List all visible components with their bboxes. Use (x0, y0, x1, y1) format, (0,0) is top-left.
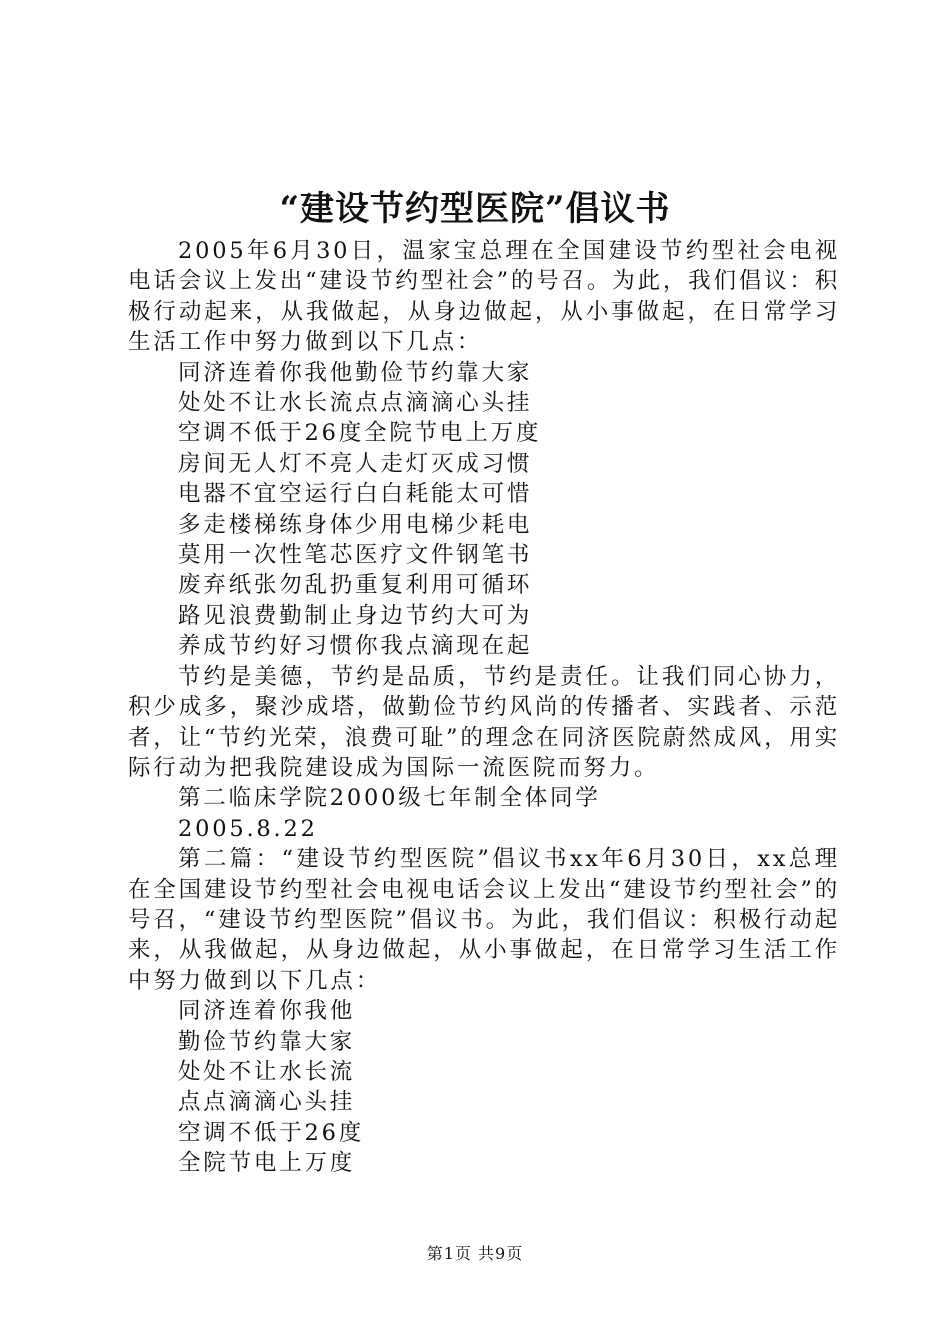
page-footer: 第1页 共9页 (426, 1244, 524, 1263)
verse-line: 养成节约好习惯你我点滴现在起 (178, 633, 533, 660)
verse-line: 全院节电上万度 (178, 1150, 356, 1177)
verse-line: 处处不让水长流点点滴滴心头挂 (178, 390, 533, 417)
verse-line: 点点滴滴心头挂 (178, 1089, 356, 1116)
verse-line: 废弃纸张勿乱扔重复利用可循环 (178, 572, 533, 599)
second-verse-list (128, 996, 840, 1178)
document-title: “建设节约型医院”倡议书 (279, 189, 671, 229)
verse-line: 处处不让水长流 (178, 1058, 356, 1085)
closing-paragraph: 节约是美德，节约是品质，节约是责任。让我们同心协力，积少成多，聚沙成塔，做勤俭节约风尚的传播者、实践者、示范者，让“节约光荣，浪费可耻”的理念在同济医院蔚然成风，用实际行动为把我院建设成为国际一流医院而努力。 (128, 663, 840, 781)
verse-line: 房间无人灯不亮人走灯灭成习惯 (178, 450, 533, 477)
second-intro-paragraph: 第二篇：“建设节约型医院”倡议书xx年6月30日，xx总理在全国建设节约型社会电视电话会议上发出“建设节约型社会”的号召，“建设节约型医院”倡议书。为此，我们倡议：积极行动起来，从我做起，从身边做起，从小事做起，在日常学习生活工作中努力做到以下几点： (128, 846, 840, 994)
verse-line: 空调不低于26度全院节电上万度 (178, 420, 542, 447)
verse-line: 多走楼梯练身体少用电梯少耗电 (178, 511, 533, 538)
verse-line: 路见浪费勤制止身边节约大可为 (178, 602, 533, 629)
verse-line: 勤俭节约靠大家 (178, 1028, 356, 1055)
verse-line: 电器不宜空运行白白耗能太可惜 (178, 481, 533, 508)
date-line: 2005.8.22 (178, 815, 318, 842)
verse-line: 空调不低于26度 (178, 1119, 365, 1146)
intro-paragraph: 2005年6月30日，温家宝总理在全国建设节约型社会电视电话会议上发出“建设节约型社会”的号召。为此，我们倡议：积极行动起来，从我做起，从身边做起，从小事做起，在日常学习生活工作中努力做到以下几点： (128, 238, 840, 356)
signature-line: 第二临床学院2000级七年制全体同学 (178, 785, 601, 812)
verse-line: 莫用一次性笔芯医疗文件钢笔书 (178, 542, 533, 569)
verse-list (128, 358, 840, 662)
verse-line: 同济连着你我他勤俭节约靠大家 (178, 359, 533, 386)
document-body (128, 236, 840, 1179)
verse-line: 同济连着你我他 (178, 998, 356, 1025)
